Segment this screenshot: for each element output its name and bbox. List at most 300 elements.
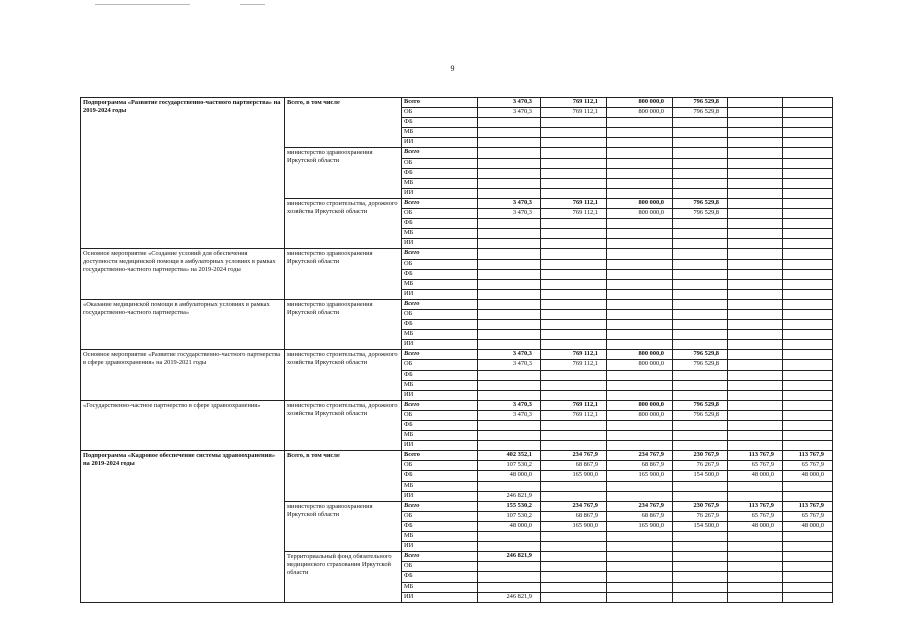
value-cell xyxy=(541,542,607,552)
value-cell xyxy=(541,309,607,319)
value-cell xyxy=(728,148,783,158)
value-cell xyxy=(607,330,673,340)
value-cell xyxy=(541,562,607,572)
value-cell xyxy=(478,128,541,138)
value-cell xyxy=(673,491,728,501)
executor-cell: Территориальный фонд обязательного медицинского страхования Иркутской области xyxy=(285,552,402,602)
value-cell xyxy=(673,178,728,188)
value-cell xyxy=(478,279,541,289)
program-name-cell: «Государственно-частное партнерство в сфере здравоохранения» xyxy=(81,400,285,450)
value-cell xyxy=(728,582,783,592)
value-cell xyxy=(728,168,783,178)
value-cell: 107 530,2 xyxy=(478,511,541,521)
value-cell xyxy=(673,299,728,309)
funding-source-cell: ОБ xyxy=(402,209,478,219)
value-cell xyxy=(541,380,607,390)
table-row xyxy=(81,98,833,108)
value-cell xyxy=(728,572,783,582)
value-cell xyxy=(607,542,673,552)
table-row xyxy=(81,299,833,309)
value-cell xyxy=(673,158,728,168)
value-cell xyxy=(607,592,673,602)
funding-source-cell: МБ xyxy=(402,128,478,138)
funding-source-cell: Всего xyxy=(402,552,478,562)
value-cell xyxy=(673,340,728,350)
executor-cell: министерство строительства, дорожного хозяйства Иркутской области xyxy=(285,400,402,450)
value-cell xyxy=(478,421,541,431)
value-cell xyxy=(673,269,728,279)
value-cell xyxy=(607,340,673,350)
value-cell: 48 000,0 xyxy=(478,521,541,531)
value-cell xyxy=(607,188,673,198)
value-cell xyxy=(728,289,783,299)
value-cell xyxy=(783,592,833,602)
value-cell xyxy=(673,259,728,269)
program-name-cell: «Оказание медицинской помощи в амбулаторных условиях в рамках государственно-частного партнерства» xyxy=(81,299,285,349)
table-row xyxy=(81,249,833,259)
value-cell: 234 767,9 xyxy=(607,501,673,511)
value-cell xyxy=(673,421,728,431)
value-cell xyxy=(478,582,541,592)
value-cell xyxy=(607,309,673,319)
value-cell xyxy=(728,410,783,420)
value-cell xyxy=(783,481,833,491)
value-cell xyxy=(783,198,833,208)
executor-cell: министерство строительства, дорожного хозяйства Иркутской области xyxy=(285,350,402,400)
funding-source-cell: Всего xyxy=(402,299,478,309)
funding-source-cell: ФБ xyxy=(402,521,478,531)
funding-source-cell: МБ xyxy=(402,279,478,289)
funding-source-cell: ФБ xyxy=(402,471,478,481)
value-cell: 48 000,0 xyxy=(478,471,541,481)
funding-source-cell: ФБ xyxy=(402,370,478,380)
value-cell xyxy=(478,269,541,279)
value-cell xyxy=(783,552,833,562)
value-cell xyxy=(783,441,833,451)
value-cell: 113 767,9 xyxy=(783,501,833,511)
funding-source-cell: ОБ xyxy=(402,562,478,572)
value-cell xyxy=(541,481,607,491)
value-cell xyxy=(478,562,541,572)
value-cell xyxy=(541,118,607,128)
value-cell xyxy=(607,582,673,592)
value-cell xyxy=(607,269,673,279)
value-cell xyxy=(478,340,541,350)
value-cell xyxy=(478,178,541,188)
value-cell xyxy=(478,572,541,582)
value-cell xyxy=(728,552,783,562)
executor-cell: министерство здравоохранения Иркутской области xyxy=(285,299,402,349)
value-cell xyxy=(728,198,783,208)
value-cell xyxy=(783,330,833,340)
value-cell xyxy=(478,299,541,309)
funding-source-cell: МБ xyxy=(402,380,478,390)
value-cell xyxy=(673,219,728,229)
value-cell: 769 112,1 xyxy=(541,108,607,118)
value-cell xyxy=(607,158,673,168)
value-cell xyxy=(783,289,833,299)
value-cell xyxy=(478,380,541,390)
value-cell xyxy=(673,309,728,319)
value-cell: 800 000,0 xyxy=(607,209,673,219)
value-cell xyxy=(783,350,833,360)
table-body xyxy=(81,98,833,603)
scan-artifact-top-right xyxy=(240,4,265,5)
funding-source-cell: ОБ xyxy=(402,461,478,471)
value-cell xyxy=(783,542,833,552)
value-cell xyxy=(728,431,783,441)
value-cell: 796 529,8 xyxy=(673,209,728,219)
funding-source-cell: МБ xyxy=(402,178,478,188)
scan-artifact-top xyxy=(95,4,190,5)
value-cell xyxy=(478,441,541,451)
value-cell xyxy=(673,249,728,259)
value-cell xyxy=(673,148,728,158)
value-cell: 165 900,0 xyxy=(541,471,607,481)
value-cell xyxy=(607,289,673,299)
value-cell xyxy=(728,118,783,128)
value-cell xyxy=(478,158,541,168)
value-cell: 113 767,9 xyxy=(783,451,833,461)
value-cell xyxy=(478,289,541,299)
value-cell: 65 767,9 xyxy=(728,511,783,521)
value-cell xyxy=(728,229,783,239)
value-cell xyxy=(541,168,607,178)
value-cell xyxy=(607,219,673,229)
value-cell xyxy=(478,168,541,178)
value-cell xyxy=(728,138,783,148)
value-cell xyxy=(728,158,783,168)
value-cell: 107 530,2 xyxy=(478,461,541,471)
value-cell xyxy=(783,400,833,410)
value-cell: 154 500,0 xyxy=(673,471,728,481)
value-cell: 68 867,9 xyxy=(607,511,673,521)
value-cell xyxy=(478,330,541,340)
value-cell xyxy=(728,491,783,501)
value-cell xyxy=(607,320,673,330)
value-cell xyxy=(783,118,833,128)
value-cell: 800 000,0 xyxy=(607,350,673,360)
value-cell xyxy=(783,532,833,542)
funding-source-cell: Всего xyxy=(402,148,478,158)
value-cell: 796 529,8 xyxy=(673,198,728,208)
value-cell: 65 767,9 xyxy=(728,461,783,471)
value-cell xyxy=(607,299,673,309)
value-cell xyxy=(673,138,728,148)
value-cell: 246 821,9 xyxy=(478,592,541,602)
value-cell xyxy=(607,118,673,128)
value-cell: 48 000,0 xyxy=(728,521,783,531)
value-cell xyxy=(783,431,833,441)
value-cell xyxy=(673,582,728,592)
value-cell xyxy=(783,410,833,420)
value-cell xyxy=(541,320,607,330)
value-cell: 165 900,0 xyxy=(607,521,673,531)
value-cell xyxy=(728,239,783,249)
value-cell xyxy=(541,188,607,198)
value-cell xyxy=(728,370,783,380)
value-cell xyxy=(478,229,541,239)
budget-table xyxy=(80,97,833,603)
value-cell: 796 529,8 xyxy=(673,108,728,118)
value-cell xyxy=(607,168,673,178)
value-cell: 3 470,3 xyxy=(478,209,541,219)
funding-source-cell: ФБ xyxy=(402,168,478,178)
value-cell xyxy=(783,168,833,178)
value-cell xyxy=(478,390,541,400)
value-cell: 3 470,3 xyxy=(478,98,541,108)
executor-cell: министерство здравоохранения Иркутской области xyxy=(285,148,402,198)
value-cell xyxy=(478,259,541,269)
value-cell xyxy=(541,269,607,279)
value-cell xyxy=(607,552,673,562)
executor-cell: Всего, в том числе xyxy=(285,451,402,501)
value-cell xyxy=(783,360,833,370)
funding-source-cell: ОБ xyxy=(402,259,478,269)
value-cell: 796 529,8 xyxy=(673,360,728,370)
value-cell xyxy=(783,138,833,148)
value-cell xyxy=(607,441,673,451)
funding-source-cell: Всего xyxy=(402,198,478,208)
funding-source-cell: ИИ xyxy=(402,390,478,400)
executor-cell: Всего, в том числе xyxy=(285,98,402,148)
value-cell xyxy=(783,380,833,390)
value-cell xyxy=(783,98,833,108)
funding-source-cell: ИИ xyxy=(402,138,478,148)
value-cell: 234 767,9 xyxy=(607,451,673,461)
value-cell xyxy=(478,481,541,491)
value-cell xyxy=(607,481,673,491)
value-cell: 48 000,0 xyxy=(783,521,833,531)
value-cell xyxy=(607,279,673,289)
value-cell: 769 112,1 xyxy=(541,400,607,410)
page-number: 9 xyxy=(450,64,455,73)
value-cell xyxy=(478,249,541,259)
value-cell: 246 821,9 xyxy=(478,491,541,501)
value-cell xyxy=(673,592,728,602)
value-cell: 246 821,9 xyxy=(478,552,541,562)
value-cell xyxy=(728,400,783,410)
value-cell: 165 900,0 xyxy=(607,471,673,481)
value-cell xyxy=(541,330,607,340)
value-cell xyxy=(728,309,783,319)
value-cell: 68 867,9 xyxy=(541,461,607,471)
value-cell xyxy=(607,249,673,259)
value-cell xyxy=(541,279,607,289)
value-cell xyxy=(783,340,833,350)
value-cell: 3 470,3 xyxy=(478,350,541,360)
funding-source-cell: ИИ xyxy=(402,340,478,350)
value-cell xyxy=(673,380,728,390)
value-cell: 769 112,1 xyxy=(541,98,607,108)
value-cell xyxy=(673,168,728,178)
value-cell: 76 267,9 xyxy=(673,511,728,521)
value-cell: 76 267,9 xyxy=(673,461,728,471)
value-cell: 154 500,0 xyxy=(673,521,728,531)
funding-source-cell: ОБ xyxy=(402,410,478,420)
value-cell xyxy=(783,320,833,330)
value-cell xyxy=(478,431,541,441)
value-cell xyxy=(541,340,607,350)
value-cell xyxy=(607,138,673,148)
funding-source-cell: ИИ xyxy=(402,188,478,198)
value-cell xyxy=(673,279,728,289)
funding-source-cell: Всего xyxy=(402,400,478,410)
value-cell xyxy=(478,148,541,158)
value-cell xyxy=(607,239,673,249)
value-cell xyxy=(673,481,728,491)
table-row xyxy=(81,400,833,410)
value-cell xyxy=(673,128,728,138)
program-name-cell: Подпрограмма «Развитие государственно-частного партнерства» на 2019-2024 годы xyxy=(81,98,285,249)
funding-source-cell: ОБ xyxy=(402,158,478,168)
value-cell xyxy=(783,259,833,269)
value-cell xyxy=(783,209,833,219)
value-cell xyxy=(728,188,783,198)
value-cell: 113 767,9 xyxy=(728,451,783,461)
value-cell xyxy=(478,542,541,552)
funding-source-cell: ОБ xyxy=(402,360,478,370)
value-cell xyxy=(607,370,673,380)
value-cell xyxy=(783,299,833,309)
value-cell xyxy=(728,562,783,572)
value-cell: 402 352,1 xyxy=(478,451,541,461)
value-cell xyxy=(728,350,783,360)
executor-cell: министерство здравоохранения Иркутской области xyxy=(285,501,402,551)
value-cell xyxy=(783,572,833,582)
value-cell xyxy=(673,532,728,542)
value-cell xyxy=(541,259,607,269)
value-cell xyxy=(541,299,607,309)
funding-source-cell: ФБ xyxy=(402,219,478,229)
value-cell: 3 470,3 xyxy=(478,198,541,208)
value-cell: 769 112,1 xyxy=(541,410,607,420)
value-cell xyxy=(673,390,728,400)
value-cell xyxy=(541,390,607,400)
value-cell xyxy=(673,289,728,299)
value-cell xyxy=(478,532,541,542)
value-cell xyxy=(607,431,673,441)
value-cell: 68 867,9 xyxy=(607,461,673,471)
value-cell xyxy=(607,148,673,158)
funding-source-cell: ИИ xyxy=(402,239,478,249)
funding-source-cell: ИИ xyxy=(402,592,478,602)
value-cell xyxy=(541,158,607,168)
value-cell xyxy=(541,249,607,259)
value-cell xyxy=(478,118,541,128)
value-cell xyxy=(673,370,728,380)
value-cell xyxy=(541,239,607,249)
value-cell xyxy=(673,239,728,249)
value-cell xyxy=(607,259,673,269)
value-cell: 3 470,3 xyxy=(478,400,541,410)
funding-source-cell: ИИ xyxy=(402,441,478,451)
value-cell xyxy=(673,441,728,451)
value-cell xyxy=(728,441,783,451)
executor-cell: министерство здравоохранения Иркутской области xyxy=(285,249,402,299)
value-cell xyxy=(541,148,607,158)
value-cell xyxy=(673,188,728,198)
funding-source-cell: Всего xyxy=(402,501,478,511)
value-cell: 796 529,8 xyxy=(673,350,728,360)
funding-source-cell: Всего xyxy=(402,350,478,360)
funding-source-cell: Всего xyxy=(402,249,478,259)
value-cell: 48 000,0 xyxy=(783,471,833,481)
funding-source-cell: ИИ xyxy=(402,289,478,299)
value-cell xyxy=(728,209,783,219)
value-cell: 68 867,9 xyxy=(541,511,607,521)
value-cell xyxy=(783,279,833,289)
value-cell xyxy=(541,491,607,501)
funding-source-cell: ОБ xyxy=(402,108,478,118)
value-cell xyxy=(728,592,783,602)
value-cell xyxy=(783,582,833,592)
value-cell xyxy=(783,148,833,158)
funding-source-cell: МБ xyxy=(402,582,478,592)
funding-source-cell: ОБ xyxy=(402,309,478,319)
value-cell: 769 112,1 xyxy=(541,350,607,360)
value-cell xyxy=(783,108,833,118)
value-cell xyxy=(541,370,607,380)
value-cell: 165 900,0 xyxy=(541,521,607,531)
value-cell xyxy=(728,219,783,229)
value-cell xyxy=(783,239,833,249)
value-cell xyxy=(783,309,833,319)
value-cell: 769 112,1 xyxy=(541,360,607,370)
value-cell: 230 767,9 xyxy=(673,501,728,511)
value-cell xyxy=(728,390,783,400)
value-cell: 769 112,1 xyxy=(541,198,607,208)
value-cell xyxy=(607,562,673,572)
value-cell xyxy=(728,340,783,350)
value-cell xyxy=(478,138,541,148)
funding-source-cell: ИИ xyxy=(402,491,478,501)
value-cell xyxy=(478,309,541,319)
value-cell xyxy=(607,380,673,390)
value-cell: 3 470,3 xyxy=(478,108,541,118)
value-cell xyxy=(673,572,728,582)
value-cell: 800 000,0 xyxy=(607,410,673,420)
value-cell xyxy=(728,380,783,390)
value-cell xyxy=(478,188,541,198)
funding-source-cell: МБ xyxy=(402,431,478,441)
value-cell xyxy=(783,158,833,168)
value-cell xyxy=(541,552,607,562)
value-cell xyxy=(541,289,607,299)
value-cell xyxy=(783,219,833,229)
value-cell xyxy=(541,229,607,239)
value-cell xyxy=(673,431,728,441)
funding-source-cell: МБ xyxy=(402,532,478,542)
value-cell xyxy=(541,532,607,542)
funding-source-cell: МБ xyxy=(402,481,478,491)
table-row xyxy=(81,451,833,461)
value-cell xyxy=(541,572,607,582)
value-cell: 796 529,8 xyxy=(673,98,728,108)
value-cell xyxy=(728,320,783,330)
value-cell xyxy=(607,532,673,542)
value-cell: 769 112,1 xyxy=(541,209,607,219)
value-cell xyxy=(673,542,728,552)
value-cell xyxy=(783,128,833,138)
value-cell: 800 000,0 xyxy=(607,198,673,208)
value-cell xyxy=(541,178,607,188)
value-cell: 800 000,0 xyxy=(607,360,673,370)
value-cell: 800 000,0 xyxy=(607,108,673,118)
value-cell xyxy=(783,421,833,431)
value-cell: 3 470,3 xyxy=(478,410,541,420)
value-cell xyxy=(783,188,833,198)
